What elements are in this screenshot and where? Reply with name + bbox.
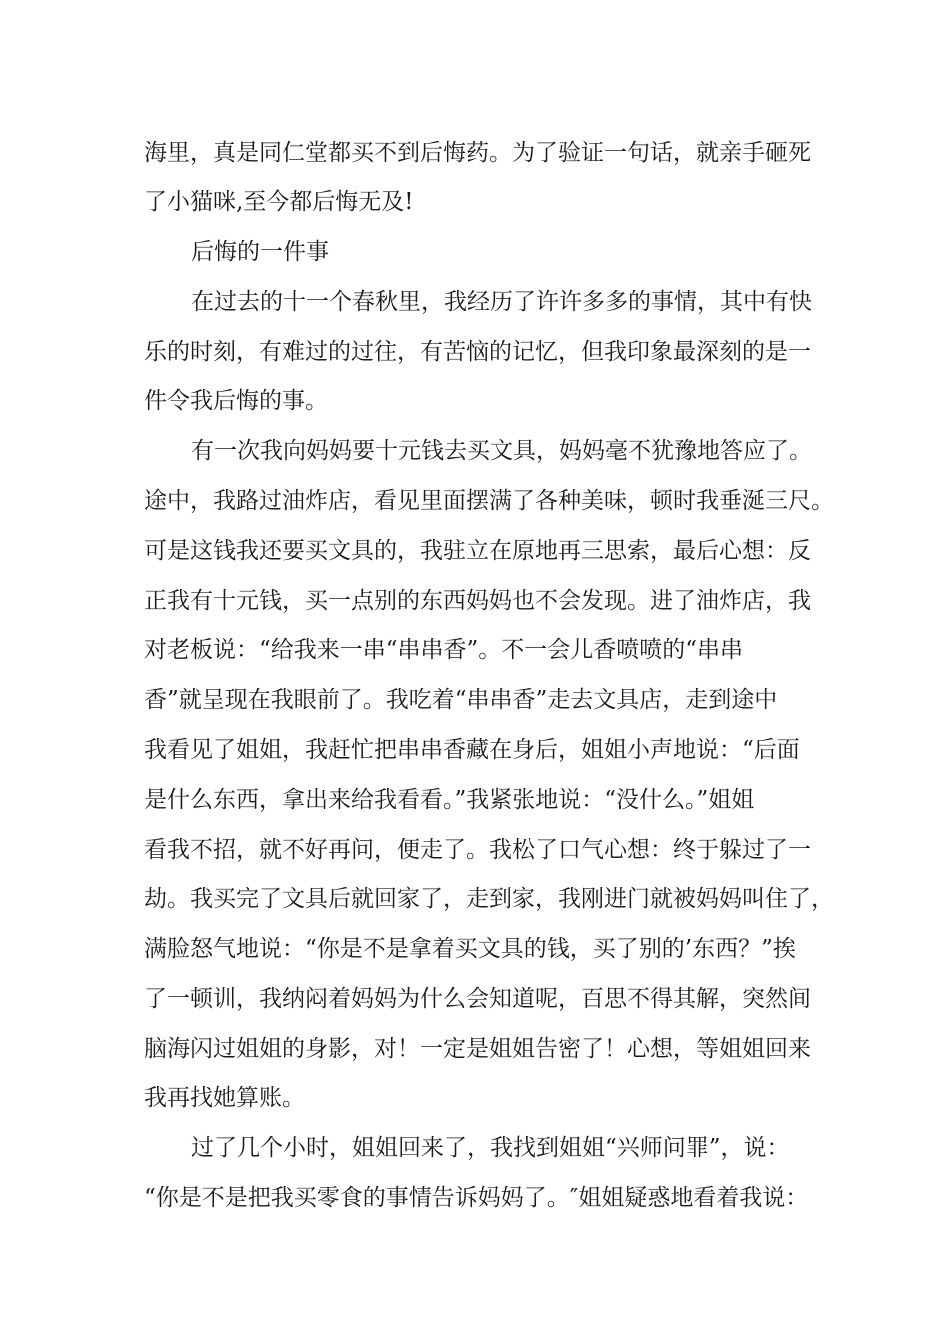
text-line: 件令我后悔的事。 [144, 388, 328, 414]
text-line: 过了几个小时，姐姐回来了，我找到姐姐“兴师问罪”，说： [191, 1135, 790, 1161]
text-line: 在过去的十一个春秋里，我经历了许许多多的事情，其中有快 [191, 289, 812, 315]
section-heading: 后悔的一件事 [191, 239, 329, 265]
text-line: 了一顿训，我纳闷着妈妈为什么会知道呢，百思不得其解，突然间 [144, 986, 811, 1012]
text-line: “你是不是把我买零食的事情告诉妈妈了。″姐姐疑惑地看着我说： [144, 1185, 809, 1211]
text-line: 有一次我向妈妈要十元钱去买文具，妈妈毫不犹豫地答应了。 [191, 438, 812, 464]
text-line: 看我不招，就不好再问，便走了。我松了口气心想：终于躲过了一 [144, 837, 811, 863]
text-line: 是什么东西，拿出来给我看看。”我紧张地说：“没什么。”姐姐 [144, 787, 755, 813]
text-line: 香”就呈现在我眼前了。我吃着“串串香”走去文具店，走到途中 [144, 687, 778, 713]
text-line: 海里，真是同仁堂都买不到后悔药。为了验证一句话，就亲手砸死 [144, 140, 811, 166]
text-line: 脑海闪过姐姐的身影，对！一定是姐姐告密了！心想，等姐姐回来 [144, 1036, 811, 1062]
text-line: 劫。我买完了文具后就回家了，走到家，我刚进门就被妈妈叫住了， [144, 886, 834, 912]
text-line: 可是这钱我还要买文具的，我驻立在原地再三思索，最后心想：反 [144, 538, 811, 564]
text-line: 满脸怒气地说：“你是不是拿着买文具的钱，买了别的’东西？”挨 [144, 936, 796, 962]
text-line: 我再找她算账。 [144, 1085, 305, 1111]
text-line: 了小猫咪,至今都后悔无及! [144, 189, 414, 215]
text-line: 途中，我路过油炸店，看见里面摆满了各种美味，顿时我垂涎三尺。 [144, 488, 834, 514]
text-line: 我看见了姐姐，我赶忙把串串香藏在身后，姐姐小声地说：“后面 [144, 737, 800, 763]
text-line: 正我有十元钱，买一点别的东西妈妈也不会发现。进了油炸店，我 [144, 588, 811, 614]
text-line: 对老板说：“给我来一串“串串香”。不一会儿香喷喷的“串串 [144, 637, 744, 663]
text-line: 乐的时刻，有难过的过往，有苦恼的记忆，但我印象最深刻的是一 [144, 339, 811, 365]
